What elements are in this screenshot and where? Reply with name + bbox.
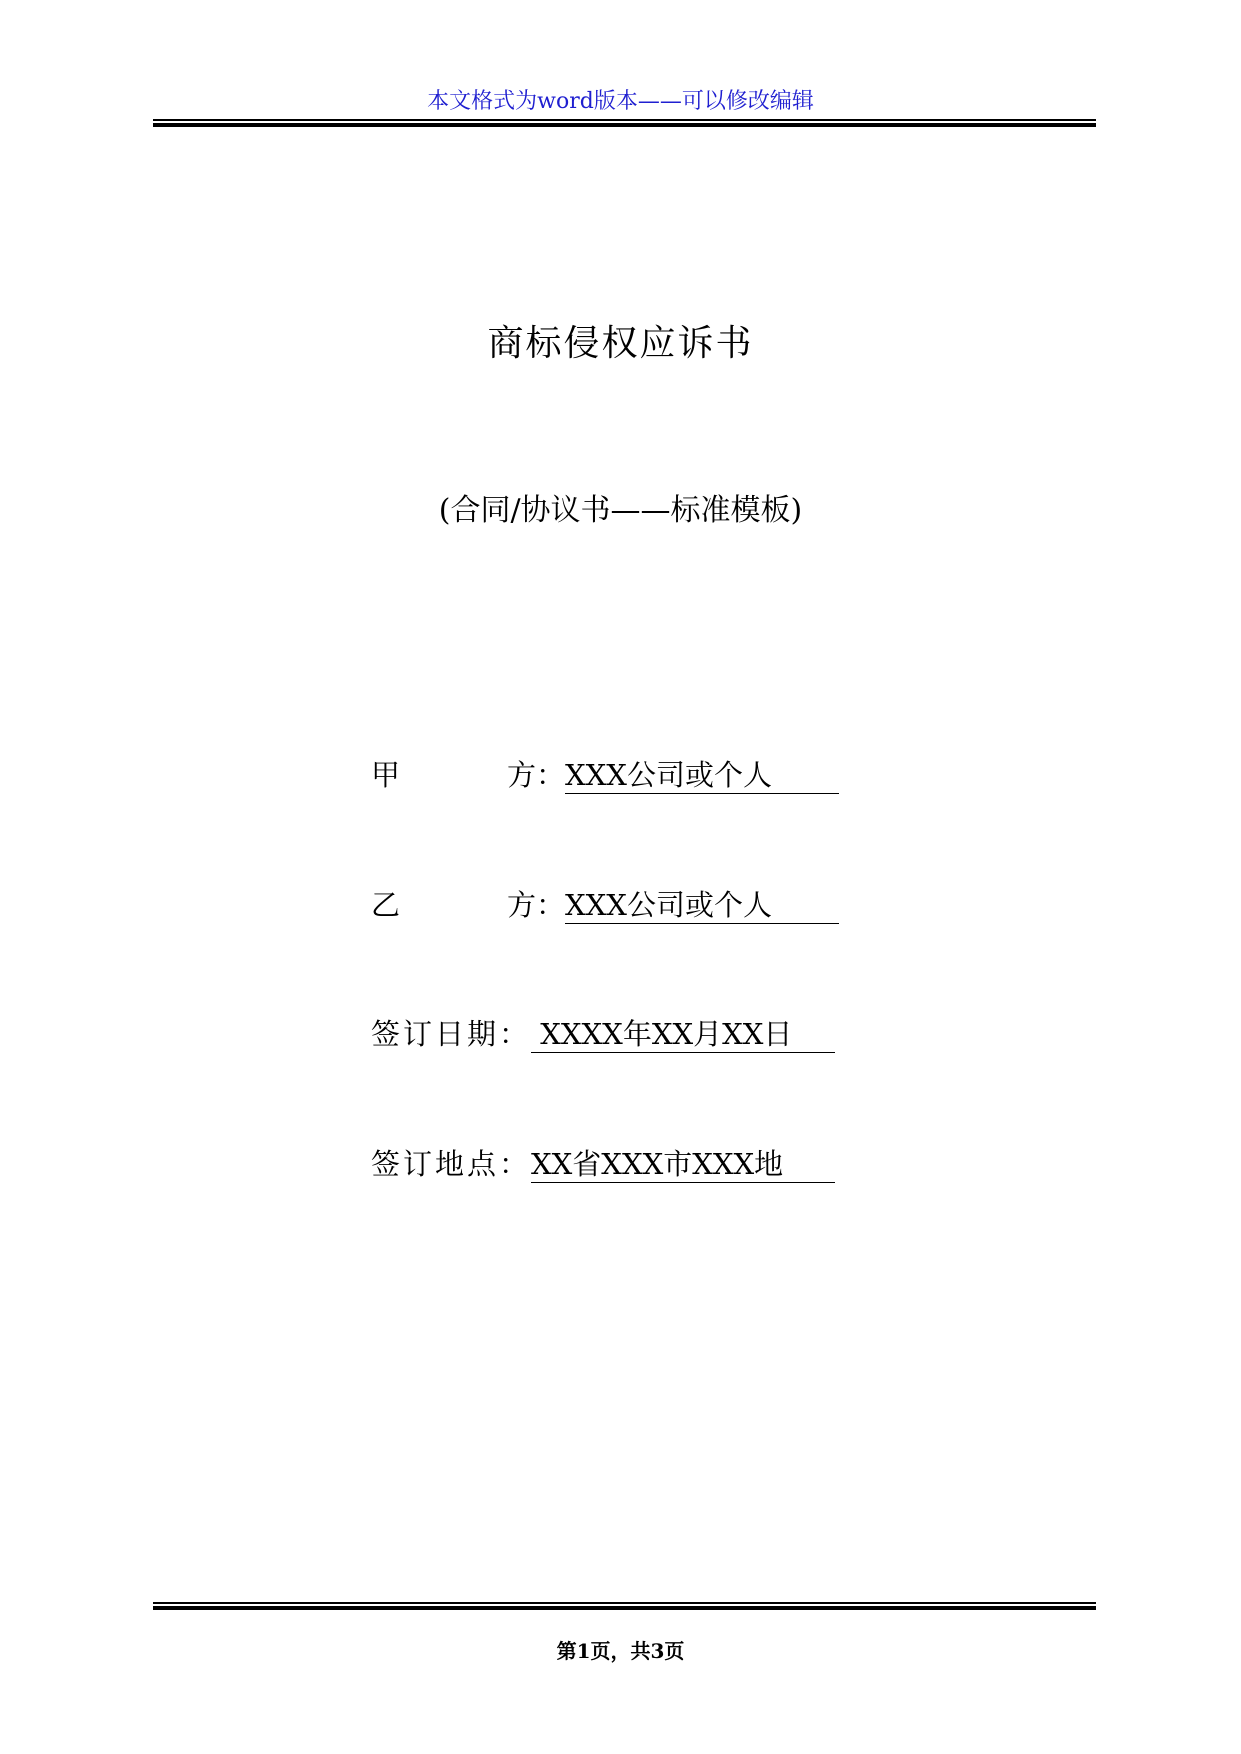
header-note: 本文格式为word版本——可以修改编辑 bbox=[427, 89, 814, 114]
signing-place-field bbox=[371, 1144, 835, 1184]
party-a-value[interactable]: XXX公司或个人 bbox=[565, 757, 839, 794]
party-b-field bbox=[371, 885, 839, 925]
document-subtitle: (合同/协议书——标准模板) bbox=[438, 493, 803, 528]
party-a-label-suffix: 方： bbox=[507, 758, 566, 792]
signing-place-label: 签订地点： bbox=[371, 1147, 532, 1181]
party-b-value[interactable]: XXX公司或个人 bbox=[565, 887, 839, 924]
signing-date-label: 签订日期： bbox=[371, 1017, 532, 1051]
footer-rule-thin bbox=[153, 1602, 1096, 1604]
document-title: 商标侵权应诉书 bbox=[487, 323, 754, 364]
signing-place-value[interactable]: XX省XXX市XXX地 bbox=[531, 1146, 835, 1183]
header-rule-thin bbox=[153, 119, 1096, 121]
footer-rule-thick bbox=[153, 1606, 1096, 1610]
signing-date-value[interactable]: XXXX年XX月XX日 bbox=[531, 1016, 835, 1053]
page-number: 第1页，共3页 bbox=[556, 1639, 685, 1663]
party-a-label: 甲 bbox=[371, 758, 401, 792]
party-b-label: 乙 bbox=[371, 888, 401, 922]
header-rule-thick bbox=[153, 123, 1096, 127]
signing-date-field bbox=[371, 1014, 835, 1054]
party-b-label-suffix: 方： bbox=[507, 888, 566, 922]
party-a-field bbox=[371, 755, 839, 795]
